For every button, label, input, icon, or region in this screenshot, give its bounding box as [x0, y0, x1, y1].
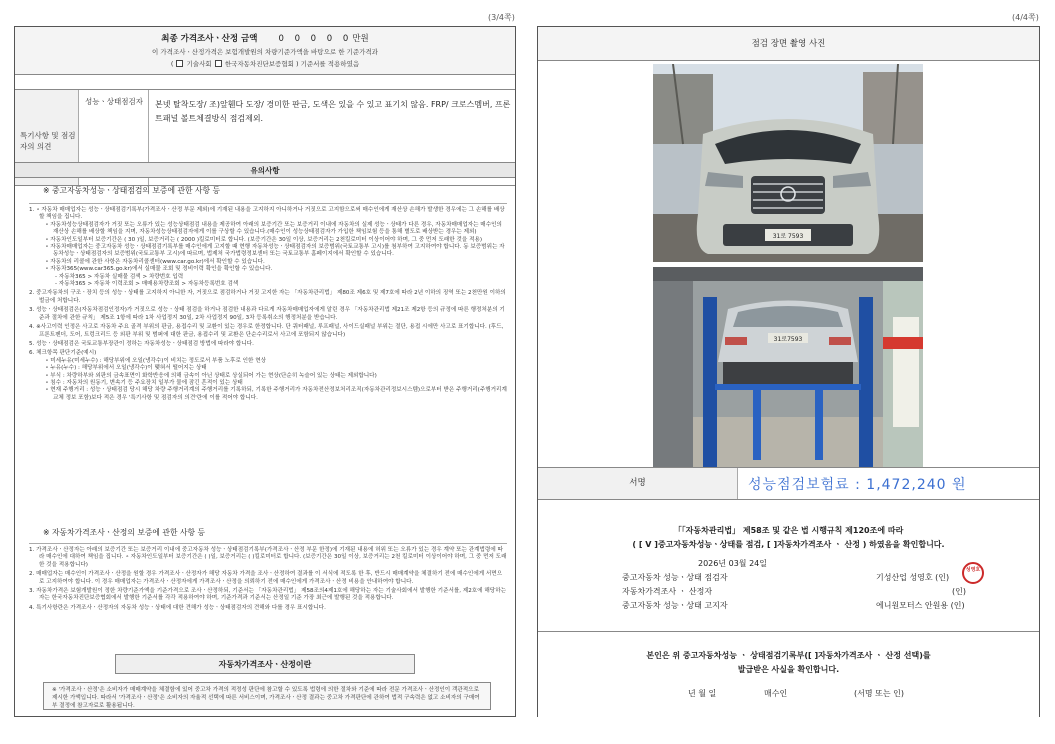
warranty-item: ∘ 자동차인도일부터 보증기간은 ( 30 )일, 보증거리는 ( 2000 )킬로미터로 합니다. (보증기간은 30일 이상, 보증거리는 2천킬로미터 이상이어야 하며, 그 중 먼저 도래한 것을 적용) — [45, 236, 483, 243]
inspector-label: 중고자동차 성능ㆍ상태 점검자 — [622, 573, 728, 582]
inspector-name: 기성산업 성영호 (인) — [876, 573, 950, 582]
opinion-text: 본넷 탈착도장/ 조)앞휀다 도장/ 경미한 판금, 도색은 있을 수 있고 표기치 않음. FRP/ 크로스멤버, 프론트패널 볼트체결방식 점검제외. — [155, 100, 511, 123]
pricing-section-body — [29, 543, 507, 612]
warranty-item: ∘ 침수 : 자동차의 원동기, 변속기 등 주요장치 일부가 물에 잠긴 흔적이 있는 상태 — [45, 379, 243, 386]
notifier-label: 중고자동차 성능ㆍ상태 고지자 — [622, 601, 728, 610]
warranty-item: - 자동차365 > 자동차 이력조회 > 매매용차량조회 > 자동차등록번호 검색 — [55, 281, 239, 288]
tech-society-label: 기술사회 — [186, 60, 212, 68]
photo-section-title: 점검 장면 촬영 사진 — [538, 27, 1039, 61]
pricing-definition-title: 자동차가격조사ㆍ산정이란 — [115, 654, 415, 674]
warranty-item: 1. ∘ 자동차 매매업자는 성능ㆍ상태점검기록부(가격조사ㆍ산정 부문 제외)에 기재된 내용을 고지하지 아니하거나 거짓으로 고지함으로써 매수인에게 재산상 손해가 발생한 경우에는 그 손해를 배상할 책임을 집니다. — [29, 207, 505, 221]
opinion-category-inspector: 성능ㆍ상태점검자 — [79, 90, 149, 164]
rear-plate-text: 31로7593 — [773, 336, 803, 343]
warranty-item: 2. 중고자동차의 구조ㆍ장치 등의 성능ㆍ상태를 고지하지 아니한 자, 거짓으로 점검하거나 거짓 고지한 자는 「자동차관리법」 제80조 제6호 및 제7호에 따라 2년 이하의 징역 또는 2천만원 이하의 벌금에 처합니다. — [29, 290, 506, 304]
car-lift-photo — [653, 267, 923, 467]
warranty-item: 4. ※사고이력 인정은 사고로 자동차 주요 골격 부위의 판금, 용접수리 및 교환이 있는 경우로 한정합니다. 단 쿼터패널, 루프패널, 사이드실패널 부위는 절단, 용접 시에만 사고로 표기합니다. (후드, 프론트펜더, 도어, 트렁크리드 등 외판 부위 및 범퍼에 대한 판금, 용접수리 및 교환은 단순수리로서 사고에 포함되지 않습니다) — [29, 324, 504, 338]
receipt-line-2: 발급받은 사실을 확인합니다. — [737, 665, 840, 674]
page-number-left: (3/4쪽) — [488, 13, 515, 22]
final-price-box — [15, 27, 515, 75]
inspection-insurance-fee: 성능점검보험료 : 1,472,240 원 — [748, 477, 967, 493]
inspector-seal-stamp: 성영호 — [962, 562, 984, 584]
front-plate-text: 31로 7593 — [772, 233, 804, 240]
car-front-photo — [653, 64, 923, 262]
pricing-definition-text: ※ '가격조사ㆍ산정'은 소비자가 매매계약을 체결함에 있어 중고차 가격의 적정성 판단에 참고할 수 있도록 법령에 의한 절차와 기준에 따라 전문 가격조사ㆍ산정인이 객관적으로 제시한 가액입니다. 따라서 '가격조사ㆍ산정'은 소비자의 자율적 선택에 따른 서비스이며, 가격조사ㆍ산정 결과는 중고차 가격판단에 관하여 법적 구속력은 없고 소비자의 구매여부 결정에 참고자료로 활용됩니다. — [43, 682, 491, 710]
final-price-note-2 — [15, 59, 515, 68]
kadia-label: 한국자동차진단보증협회 — [224, 60, 294, 68]
car-lift-illustration — [653, 267, 923, 467]
buyer-signature[interactable]: (서명 또는 인) — [854, 689, 904, 698]
kadia-checkbox[interactable] — [215, 60, 222, 67]
pricing-item: 1. 가격조사ㆍ산정자는 아래의 보증기간 또는 보증거리 이내에 중고자동차 성능ㆍ상태점검기록부(가격조사ㆍ산정 부문 한정)에 기재된 내용에 허위 또는 오류가 있는 경우 계약 또는 관계법령에 따라 매수인에 대하여 책임을 집니다. ∘ 자동차인도일부터 보증기간은 ( )일, 보증거리는 ( )킬로미터로 합니다. (보증기간은 30일 이상, 보증거리는 2천 킬로미터 이상이어야 하며, 그 중 먼저 도래한 것을 적용합니다) — [29, 547, 507, 568]
inspection-date: 2026년 03월 24일 — [698, 559, 767, 568]
price-assessor-sign: (인) — [952, 587, 966, 596]
signature-row — [538, 467, 1039, 500]
buyer-label: 매수인 — [764, 689, 788, 698]
warranty-item: ∘ 자동차의 리콜에 관한 사항은 자동차리콜센터(www.car.go.kr)에서 확인할 수 있습니다. — [45, 258, 265, 265]
car-front-illustration — [653, 64, 923, 262]
warranty-item: ∘ 자동차365(www.car365.go.kr)에서 실매물 조회 및 정비이력 확인을 확인할 수 있습니다. — [45, 266, 273, 273]
note-open-paren: ( — [170, 60, 174, 68]
warranty-item: 5. 성능ㆍ상태점검은 국토교통부장관이 정하는 자동차성능ㆍ상태점검 방법에 따라야 합니다. — [29, 340, 254, 347]
inspection-confirmation-line: ( [ V ]중고자동차성능ㆍ상태를 점검, [ ]자동차가격조사 ㆍ 산정 ) 하였음을 확인합니다. — [632, 540, 945, 549]
receipt-date: 년 월 일 — [688, 689, 717, 698]
notes-header: 유의사항 — [15, 162, 515, 178]
warranty-item: 3. 성능ㆍ상태점검은(자동차점검인정자)가 거짓으로 성능ㆍ상태 점검을 하거나 점검한 내용과 다르게 자동차매매업자에게 알린 경우 「자동차관리법 제21조 제2항 등의 규정에 따른 행정처분의 기준과 절차에 관한 규칙」 제5조 1항에 따라 1차 사업정지 30일, 2차 사업정지 90일, 3차 등록취소의 행정처분을 받습니다. — [29, 307, 505, 321]
warranty-item: ∘ 미세누유(미세누수) : 해당부위에 오일(냉각수)이 비치는 정도로서 부품 노후로 인한 현상 — [45, 357, 267, 364]
price-assessor-label: 자동차가격조사 ㆍ 산정자 — [622, 587, 713, 596]
warranty-item: - 자동차365 > 자동차 실매물 검색 > 차량번호 입력 — [55, 273, 184, 280]
legal-basis-line: 「「자동차관리법」 제58조 및 같은 법 시행규칙 제120조에 따라 — [673, 526, 904, 535]
warranty-item: 6. 체크항목 판단기준(예시) — [29, 350, 97, 357]
final-price-title: 최종 가격조사ㆍ산정 금액 — [161, 34, 258, 44]
final-amount-digits: 0 0 0 0 0 — [278, 34, 353, 44]
warranty-item: ∘ 자동차성능상태점검자가 거짓 또는 오류가 있는 성능상태점검 내용을 제공하여 아래의 보증기간 또는 보증거리 이내에 자동차의 실제 성능ㆍ상태가 다른 경우, 자동차매매업자는 매수인의 재산상 손해를 배상할 책임을 지며, 자동차성능상태점검자에게 이를 구상할 수 있습니다.(매수인이 성능상태점검자가 가입한 책임보험 등을 통해 별도로 배상받는 경우는 제외) — [45, 221, 502, 236]
warranty-item: ∘ 부식 : 차량하부와 외판의 금속표면이 화학반응에 의해 금속이 아닌 상태로 상실되어 가는 현상(단순히 녹슬어 있는 상태는 제외합니다) — [45, 372, 377, 379]
page-number-right: (4/4쪽) — [1012, 13, 1039, 22]
form-page-4 — [537, 26, 1040, 717]
final-price-line — [15, 32, 515, 44]
pricing-item: 3. 자동차가격은 보험개발원이 정한 차량기준가액을 기준가격으로 조사ㆍ산정하되, 기준서는 「자동차관리법」 제58조의4제1호에 해당하는 자는 기술사회에서 발행한 기준서를, 제2호에 해당하는 자는 한국자동차진단보증협회에서 발행한 기준서를 각각 적용하여야 하며, 기준가격과 기준서는 산정일 기준 가장 최근에 발행된 것을 적용합니다. — [29, 588, 506, 602]
warranty-item: ∘ 자동차매매업자는 중고자동차 성능ㆍ상태점검기록부를 매수인에게 고지할 때 현행 자동차성능ㆍ상태점검자의 보증범위(국토교통부 고시)를 첨부하여 고지하여야 합니다. 동 보증범위는 자동차성능ㆍ상태점검자의 보증범위(국토교통부 고시)에 따르며, 법제처 국가법령정보센터 또는 국토교통부 홈페이지에서 확인할 수 있습니다. — [45, 244, 505, 258]
pricing-item: 4. 특기사항란은 가격조사ㆍ산정자의 자동차 성능ㆍ상태에 대한 견해가 성능ㆍ상태점검자의 견해와 다를 경우 표시합니다. — [29, 604, 326, 611]
pricing-item: 2. 매매업자는 매수인이 가격조사ㆍ산정을 원할 경우 가격조사ㆍ산정자가 해당 자동차 가격을 조사ㆍ산정하여 결과를 이 서식에 적도록 한 후, 반드시 매매계약을 체결하기 전에 매수인에게 서면으로 고지하여야 합니다. 이 경우 매매업자는 가격조사ㆍ산정자에게 가격조사ㆍ산정을 의뢰하기 전에 매수인에게 가격조사ㆍ산정 비용을 안내하여야 합니다. — [29, 571, 503, 585]
final-price-note-1: 이 가격조사ㆍ산정가격은 보험개발원의 차량기준가액을 바탕으로 한 기준가격과 — [152, 48, 378, 56]
warranty-section-title: ※ 중고자동차성능ㆍ상태점검의 보증에 관한 사항 등 — [43, 186, 221, 195]
signature-label: 서명 — [538, 468, 738, 499]
warranty-item: ∘ 현재 주행거리 : 성능ㆍ상태점검 당시 해당 차량 주행거리계의 주행거리를 기록하되, 기록한 주행거리가 자동차전산정보처리조직(자동차관리정보시스템)으로부터 받은 주행거리(주행거리계 교체 정보 포함)보다 적은 경우 '특기사항 및 점검자의 의견'란에 이를 적어야 합니다. — [45, 387, 507, 401]
warranty-section-body — [29, 203, 507, 402]
final-amount-unit: 만원 — [352, 34, 369, 44]
opinion-label: 특기사항 및 점검자의 의견 — [15, 90, 79, 185]
form-page-3 — [14, 26, 516, 717]
tech-society-checkbox[interactable] — [176, 60, 183, 67]
warranty-item: ∘ 누유(누수) : 해당부위에서 오일(냉각수)이 맺혀서 떨어지는 상태 — [45, 365, 207, 372]
notifier-name: 에니원모터스 안원용 (인) — [876, 601, 965, 610]
receipt-line-1: 본인은 위 중고자동차성능 ㆍ 상태점검기록부([ ]자동차가격조사 ㆍ 산정 선택)를 — [646, 651, 931, 660]
note-close-text: ) 기준서를 적용하였음 — [295, 60, 360, 68]
receipt-confirmation-box — [538, 631, 1039, 717]
pricing-section-title: ※ 자동차가격조사ㆍ산정의 보증에 관한 사항 등 — [43, 528, 206, 537]
